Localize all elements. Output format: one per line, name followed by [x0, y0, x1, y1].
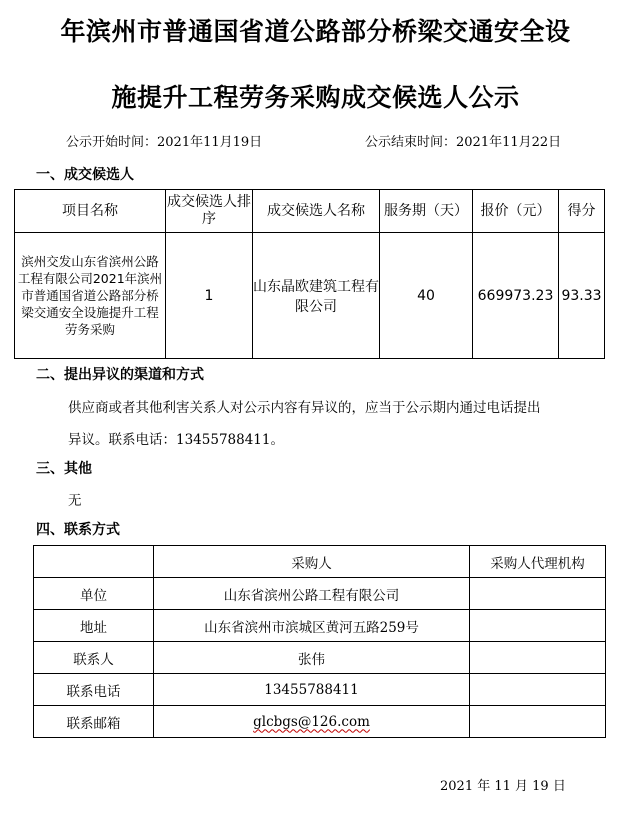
publicity-start-time: 公示开始时间：2021年11月19日: [66, 135, 263, 150]
row-label-email: 联系邮箱: [34, 706, 154, 738]
page-title-line-1: 年滨州市普通国省道公路部分桥梁交通安全设: [60, 17, 571, 46]
candidate-table-header: [15, 190, 605, 233]
agent-unit: [470, 578, 606, 610]
table-row: [34, 610, 606, 642]
cell-score: 93.33: [559, 233, 605, 359]
table-row: [34, 642, 606, 674]
header-service-period: 服务期（天）: [380, 190, 473, 233]
table-row: [34, 706, 606, 738]
header-price: 报价（元）: [473, 190, 559, 233]
cell-rank: 1: [166, 233, 253, 359]
header-project-name: 项目名称: [15, 190, 166, 233]
contact-table-header: [34, 546, 606, 578]
contact-table: [33, 545, 606, 738]
cell-price: 669973.23: [473, 233, 559, 359]
header-blank: [34, 546, 154, 578]
row-label-phone: 联系电话: [34, 674, 154, 706]
header-candidate-name: 成交候选人名称: [253, 190, 380, 233]
cell-candidate-name: 山东晶欧建筑工程有限公司: [253, 233, 380, 359]
header-rank: 成交候选人排序: [166, 190, 253, 233]
cell-project-name: 滨州交发山东省滨州公路工程有限公司2021年滨州市普通国省道公路部分桥梁交通安全设施提升工程劳务采购: [15, 233, 166, 359]
purchaser-email-cell: [154, 706, 470, 738]
candidate-table: [14, 189, 605, 359]
agent-address: [470, 610, 606, 642]
purchaser-contact-person: 张伟: [154, 642, 470, 674]
purchaser-phone: 13455788411: [154, 674, 470, 706]
purchaser-email: glcbgs@126.com: [253, 713, 370, 730]
header-agent: 采购人代理机构: [470, 546, 606, 578]
row-label-unit: 单位: [34, 578, 154, 610]
table-row: [34, 578, 606, 610]
purchaser-address: 山东省滨州市滨城区黄河五路259号: [154, 610, 470, 642]
table-row: [34, 674, 606, 706]
agent-contact-person: [470, 642, 606, 674]
agent-phone: [470, 674, 606, 706]
row-label-address: 地址: [34, 610, 154, 642]
page-title-line-2: 施提升工程劳务采购成交候选人公示: [111, 83, 520, 112]
cell-service-period: 40: [380, 233, 473, 359]
section-heading-objection: 二、提出异议的渠道和方式: [36, 367, 204, 383]
agent-email: [470, 706, 606, 738]
section-heading-other: 三、其他: [36, 461, 92, 477]
section-heading-candidates: 一、成交候选人: [36, 167, 134, 183]
objection-text-line-1: 供应商或者其他利害关系人对公示内容有异议的，应当于公示期内通过电话提出: [68, 400, 541, 416]
objection-text-line-2: 异议。联系电话：13455788411。: [68, 432, 284, 448]
publicity-end-time: 公示结束时间：2021年11月22日: [365, 135, 562, 150]
header-score: 得分: [559, 190, 605, 233]
row-label-contact-person: 联系人: [34, 642, 154, 674]
table-row: [15, 233, 605, 359]
purchaser-unit: 山东省滨州公路工程有限公司: [154, 578, 470, 610]
other-text: 无: [68, 493, 82, 509]
section-heading-contact: 四、联系方式: [36, 522, 120, 538]
signature-date: 2021 年 11 月 19 日: [440, 779, 566, 794]
header-purchaser: 采购人: [154, 546, 470, 578]
